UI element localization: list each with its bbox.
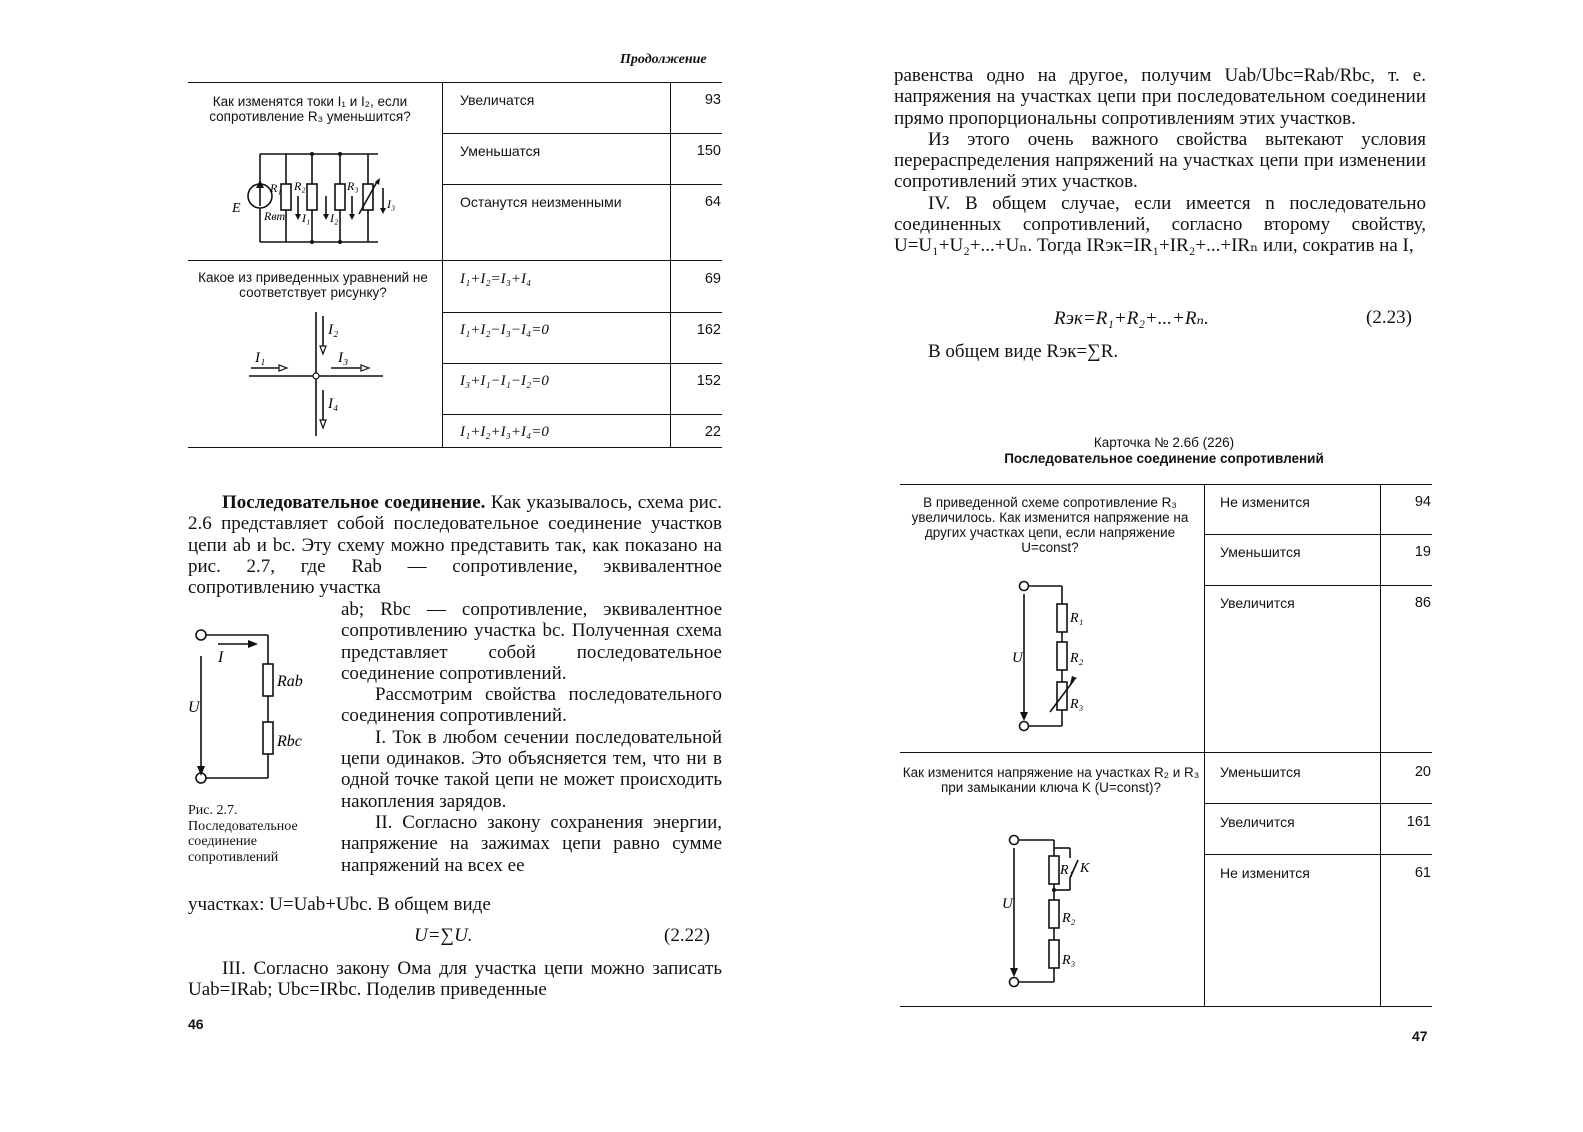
label-r2: R₂ xyxy=(1070,651,1084,666)
label-i3: I₃ xyxy=(338,350,349,366)
series-circuit-with-switch xyxy=(1002,832,1112,992)
answer-option[interactable]: Уменьшится xyxy=(1220,764,1301,780)
label-rab: Rab xyxy=(277,673,303,690)
body-paragraph-4: В общем виде Rэк=∑R. xyxy=(928,341,1119,362)
answer-option[interactable]: Не изменится xyxy=(1220,494,1310,510)
answer-option[interactable]: Не изменится xyxy=(1220,865,1310,881)
page-number: 47 xyxy=(1412,1028,1428,1044)
answer-code: 64 xyxy=(704,194,721,210)
answer-option[interactable]: I₁+I₂−I₃−I₄=0 xyxy=(460,322,549,338)
label-r1: R₁ xyxy=(270,181,282,195)
label-i2: I₂ xyxy=(328,322,339,338)
label-r1: R₁ xyxy=(1070,611,1084,626)
answer-code: 152 xyxy=(696,373,721,389)
body-paragraph-4-cont: участках: U=Uab+Ubc. В общем виде xyxy=(188,894,491,915)
parallel-circuit-diagram xyxy=(228,146,418,250)
answer-code: 19 xyxy=(1414,544,1431,560)
label-i1: I₁ xyxy=(255,350,266,366)
paragraph-heading: Последовательное соединение. xyxy=(222,492,486,513)
card-title: Карточка № 2.6б (226) xyxy=(1093,435,1235,450)
label-rvt: Rвт xyxy=(264,209,286,223)
left-page xyxy=(0,0,790,1132)
label-voltage: U xyxy=(1012,650,1023,666)
body-paragraph-2: Из этого очень важного свойства вытекают условия перераспределения напряжений на участках цепи при изменении сопротивлений этих участков. xyxy=(894,128,1426,193)
label-r3: R₃ xyxy=(1062,953,1076,968)
label-r3: R₃ xyxy=(1070,697,1084,712)
body-paragraph-5: III. Согласно закону Ома для участка цепи можно записать Uab=IRab; Ubc=IRbc. Поделив приведенные xyxy=(188,958,722,1001)
label-r2: R₂ xyxy=(1062,911,1076,926)
table-question-1: В приведенной схеме сопротивление R₃ увеличилось. Как изменится напряжение на других участках цепи, если напряжение U=const? xyxy=(911,495,1189,555)
answer-code: 20 xyxy=(1414,764,1431,780)
answer-option[interactable]: Увеличится xyxy=(1220,595,1295,611)
equation-number: (2.22) xyxy=(664,925,710,946)
answer-code: 162 xyxy=(696,322,721,338)
body-paragraph-1: Последовательное соединение. Как указывалось, схема рис. 2.6 представляет собой последовательное соединение участков цепи ab и bc. Эту схему можно представить так, как показано на рис. 2.7, где Rab — сопротивление, эквивалентное сопротивлению участка xyxy=(188,492,722,599)
equation-2-22: U=∑U. xyxy=(414,925,473,946)
table-question-2: Какое из приведенных уравнений не соответствует рисунку? xyxy=(198,270,428,300)
label-i1: I₁ xyxy=(302,211,311,225)
equation-number: (2.23) xyxy=(1366,307,1412,328)
body-paragraph-4: II. Согласно закону сохранения энергии, напряжение на зажимах цепи равно сумме напряжений на всех ее xyxy=(341,811,722,876)
answer-code: 150 xyxy=(696,143,721,159)
body-paragraph-1-cont: ab; Rbc — сопротивление, эквивалентное сопротивлению участка bc. Полученная схема представляет собой последовательное соединение сопротивлений. xyxy=(341,599,722,684)
answer-code: 69 xyxy=(704,271,721,287)
continuation-label: Продолжение xyxy=(620,52,707,67)
answer-code: 61 xyxy=(1414,865,1431,881)
answer-code: 161 xyxy=(1406,814,1431,830)
label-i4: I₄ xyxy=(328,396,339,412)
answer-option[interactable]: I₃+I₁−I₁−I₂=0 xyxy=(460,373,549,389)
figure-caption: Рис. 2.7. Последовательное соединение сопротивлений xyxy=(188,803,298,865)
page-number: 46 xyxy=(188,1016,204,1032)
body-column-top xyxy=(894,65,1426,257)
right-page xyxy=(790,0,1583,1132)
answer-code: 22 xyxy=(704,424,721,440)
answer-option[interactable]: Увеличатся xyxy=(460,92,535,108)
answer-option[interactable]: Уменьшатся xyxy=(460,143,541,159)
answer-option[interactable]: Уменьшится xyxy=(1220,544,1301,560)
label-current: I xyxy=(218,649,224,666)
label-rbc: Rbc xyxy=(277,733,302,750)
answer-code: 94 xyxy=(1414,494,1431,510)
label-r3: R₃ xyxy=(347,179,359,193)
body-paragraph-3: I. Ток в любом сечении последовательной цепи одинаков. Это объясняется тем, что ни в одной точке такой цепи не может происходить накопления зарядов. xyxy=(341,726,722,812)
label-voltage: U xyxy=(188,699,200,716)
label-i3: I₃ xyxy=(387,197,396,211)
answer-option[interactable]: Увеличится xyxy=(1220,814,1295,830)
label-switch-k: K xyxy=(1080,861,1090,876)
answer-option[interactable]: I₁+I₂=I₃+I₄ xyxy=(460,271,532,287)
label-voltage: U xyxy=(1002,896,1013,912)
body-paragraph-1: равенства одно на другое, получим Uab/Ubc=Rab/Rbc, т. е. напряжения на участках цепи при последовательном соединении прямо пропорциональны сопротивлениям этих участков. xyxy=(894,65,1426,129)
body-paragraph-3: IV. В общем случае, если имеется n последовательно соединенных сопротивлений, согласно второму свойству, U=U₁+U₂+...+Uₙ. Тогда IRэк=IR₁+IR₂+...+IRₙ или, сократив на I, xyxy=(894,192,1426,257)
body-paragraph-2: Рассмотрим свойства последовательного соединения сопротивлений. xyxy=(341,684,722,727)
answer-option[interactable]: Останутся неизменными xyxy=(460,194,622,210)
answer-option[interactable]: I₁+I₂+I₃+I₄=0 xyxy=(460,424,549,440)
label-r2: R₂ xyxy=(294,179,306,193)
table-question-2: Как изменится напряжение на участках R₂ и R₃ при замыкании ключа K (U=const)? xyxy=(902,765,1200,795)
table-question-1: Как изменятся токи I₁ и I₂, если сопротивление R₃ уменьшится? xyxy=(209,94,411,124)
series-circuit-variable-r3 xyxy=(1012,578,1112,734)
equation-2-23: Rэк=R₁+R₂+...+Rₙ. xyxy=(1054,308,1209,329)
label-r1: R₁ xyxy=(1060,863,1074,878)
label-i2: I₂ xyxy=(330,211,339,225)
node-currents-diagram xyxy=(245,310,390,438)
answer-code: 86 xyxy=(1414,595,1431,611)
series-circuit-figure-2-7 xyxy=(188,618,318,790)
body-column-narrow xyxy=(341,599,722,876)
card-subtitle: Последовательное соединение сопротивлений xyxy=(1004,451,1324,466)
answer-code: 93 xyxy=(704,92,721,108)
label-e: E xyxy=(232,201,241,216)
card-title-block xyxy=(894,435,1434,467)
